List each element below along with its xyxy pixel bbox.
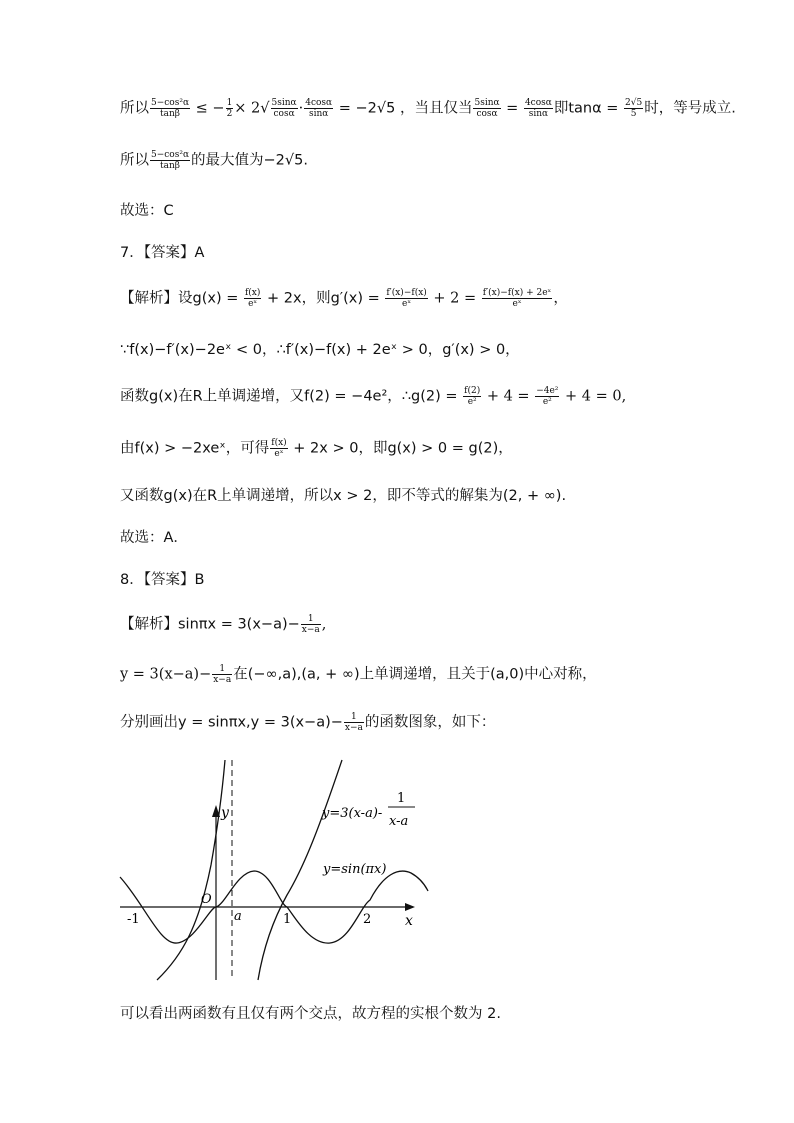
- function-graph-figure: [115, 755, 435, 985]
- fraction: [271, 98, 298, 119]
- denominator: 5: [630, 109, 637, 119]
- numerator: f(x): [244, 288, 261, 298]
- text: 所以: [120, 152, 149, 169]
- fraction: [344, 712, 364, 733]
- rational-curve-label: y=3(x-a)-: [322, 806, 383, 821]
- rational-curve-left: [157, 760, 225, 980]
- denominator: eˣ: [512, 299, 522, 309]
- solution-line-13: [120, 664, 597, 685]
- numerator: f(2): [464, 386, 481, 396]
- denominator: e²: [467, 397, 477, 407]
- text: 在(−∞,a),(a, + ∞)上单调递增，且关于(a,0)中心对称，: [233, 666, 597, 683]
- denominator: x−a: [301, 625, 320, 635]
- denominator: eˣ: [248, 299, 258, 309]
- fraction: [212, 664, 232, 685]
- fraction: [463, 386, 481, 407]
- text: × 2√: [234, 100, 270, 117]
- question-8-answer: 8．【答案】B: [120, 572, 205, 588]
- denominator: tanβ: [160, 161, 180, 171]
- text: 时，等号成立.: [644, 100, 736, 117]
- rational-curve-label-denominator: x-a: [389, 814, 409, 829]
- fraction: [482, 288, 553, 309]
- tick-label-1: 1: [283, 912, 292, 927]
- solution-line-1: [120, 98, 736, 119]
- numerator: 1: [301, 614, 321, 625]
- numerator: 4cosα: [524, 98, 552, 108]
- denominator: sinα: [528, 109, 549, 119]
- solution-line-5: [120, 288, 568, 309]
- numerator: 1: [212, 664, 232, 675]
- numerator: 1: [226, 98, 233, 108]
- solution-line-12: [120, 614, 326, 635]
- solution-line-8: [120, 438, 513, 459]
- text: ·: [298, 100, 304, 117]
- solution-line-7: [120, 386, 626, 407]
- text: + 2x，则g′(x) =: [262, 290, 385, 307]
- tick-label-2: 2: [363, 912, 372, 927]
- y-axis-label: y: [221, 805, 229, 821]
- text: + 2 =: [428, 290, 481, 307]
- sine-curve-label: y=sin(πx): [323, 862, 387, 877]
- rational-curve-label-numerator: 1: [397, 791, 406, 806]
- text: 的最大值为−2√5.: [191, 152, 308, 169]
- fraction: [304, 98, 333, 119]
- numerator: 4cosα: [305, 98, 333, 108]
- tick-label-minus-1: -1: [127, 912, 140, 927]
- numerator: 5sinα: [474, 98, 500, 108]
- fraction: [535, 386, 559, 407]
- solution-line-14: [120, 712, 495, 733]
- solution-line-9: 又函数g(x)在R上单调递增，所以x > 2，即不等式的解集为(2, + ∞).: [120, 488, 567, 504]
- numerator: 5−cos²α: [151, 150, 190, 160]
- x-axis-arrow: [405, 903, 415, 911]
- text: ,: [321, 616, 327, 633]
- text: 分别画出y = sinπx,y = 3(x−a)−: [120, 714, 343, 731]
- denominator: e²: [542, 397, 552, 407]
- fraction: [473, 98, 500, 119]
- text: + 4 =: [482, 388, 535, 405]
- x-axis-label: x: [405, 913, 413, 929]
- denominator: x−a: [344, 723, 363, 733]
- fraction: [524, 98, 553, 119]
- fraction: [385, 288, 427, 309]
- answer-choice-7: 故选：A．: [120, 530, 188, 546]
- fraction: [150, 150, 190, 171]
- denominator: eˣ: [274, 449, 284, 459]
- text: 【解析】设g(x) =: [120, 290, 243, 307]
- text: =: [501, 100, 523, 117]
- text: 的函数图象，如下：: [364, 714, 496, 731]
- conclusion-line: 可以看出两函数有且仅有两个交点，故方程的实根个数为 2.: [120, 1006, 501, 1022]
- text: + 4 = 0,: [560, 388, 627, 405]
- text: 函数g(x)在R上单调递增，又f(2) = −4e²，∴g(2) =: [120, 388, 463, 405]
- denominator: cosα: [476, 109, 498, 119]
- text: = −2√5 ，当且仅当: [334, 100, 473, 117]
- numerator: f′(x)−f(x): [386, 288, 427, 298]
- numerator: 5sinα: [271, 98, 297, 108]
- denominator: x−a: [213, 675, 232, 685]
- numerator: −4e²: [536, 386, 559, 396]
- text: 所以: [120, 100, 149, 117]
- numerator: 5−cos²α: [151, 98, 190, 108]
- fraction: [150, 98, 190, 119]
- fraction: [301, 614, 321, 635]
- text: 即tanα =: [553, 100, 624, 117]
- denominator: cosα: [273, 109, 295, 119]
- denominator: tanβ: [160, 109, 180, 119]
- denominator: eˣ: [402, 299, 412, 309]
- denominator: 2: [226, 109, 233, 119]
- fraction: [226, 98, 234, 119]
- numerator: 2√5: [625, 98, 643, 108]
- question-7-answer: 7．【答案】A: [120, 245, 205, 261]
- tick-label-a: a: [234, 909, 242, 924]
- fraction: [244, 288, 261, 309]
- fraction: [270, 438, 287, 459]
- numerator: f′(x)−f(x) + 2eˣ: [482, 288, 552, 298]
- solution-line-2: [120, 150, 308, 171]
- text: ≤ −: [191, 100, 225, 117]
- solution-line-6: ∵f(x)−f′(x)−2eˣ < 0，∴f′(x)−f(x) + 2eˣ > 0，g′(x) > 0，: [120, 342, 520, 358]
- text: 由f(x) > −2xeˣ，可得: [120, 440, 270, 457]
- text: 【解析】sinπx = 3(x−a)−: [120, 616, 300, 633]
- fraction: [624, 98, 643, 119]
- denominator: sinα: [309, 109, 329, 119]
- numerator: 1: [344, 712, 364, 723]
- answer-choice-6: 故选：C: [120, 203, 174, 219]
- text: y = 3(x−a)−: [120, 666, 212, 683]
- numerator: f(x): [271, 438, 287, 448]
- text: + 2x > 0，即g(x) > 0 = g(2)，: [288, 440, 513, 457]
- origin-label: O: [201, 892, 212, 907]
- text: ，: [553, 290, 568, 307]
